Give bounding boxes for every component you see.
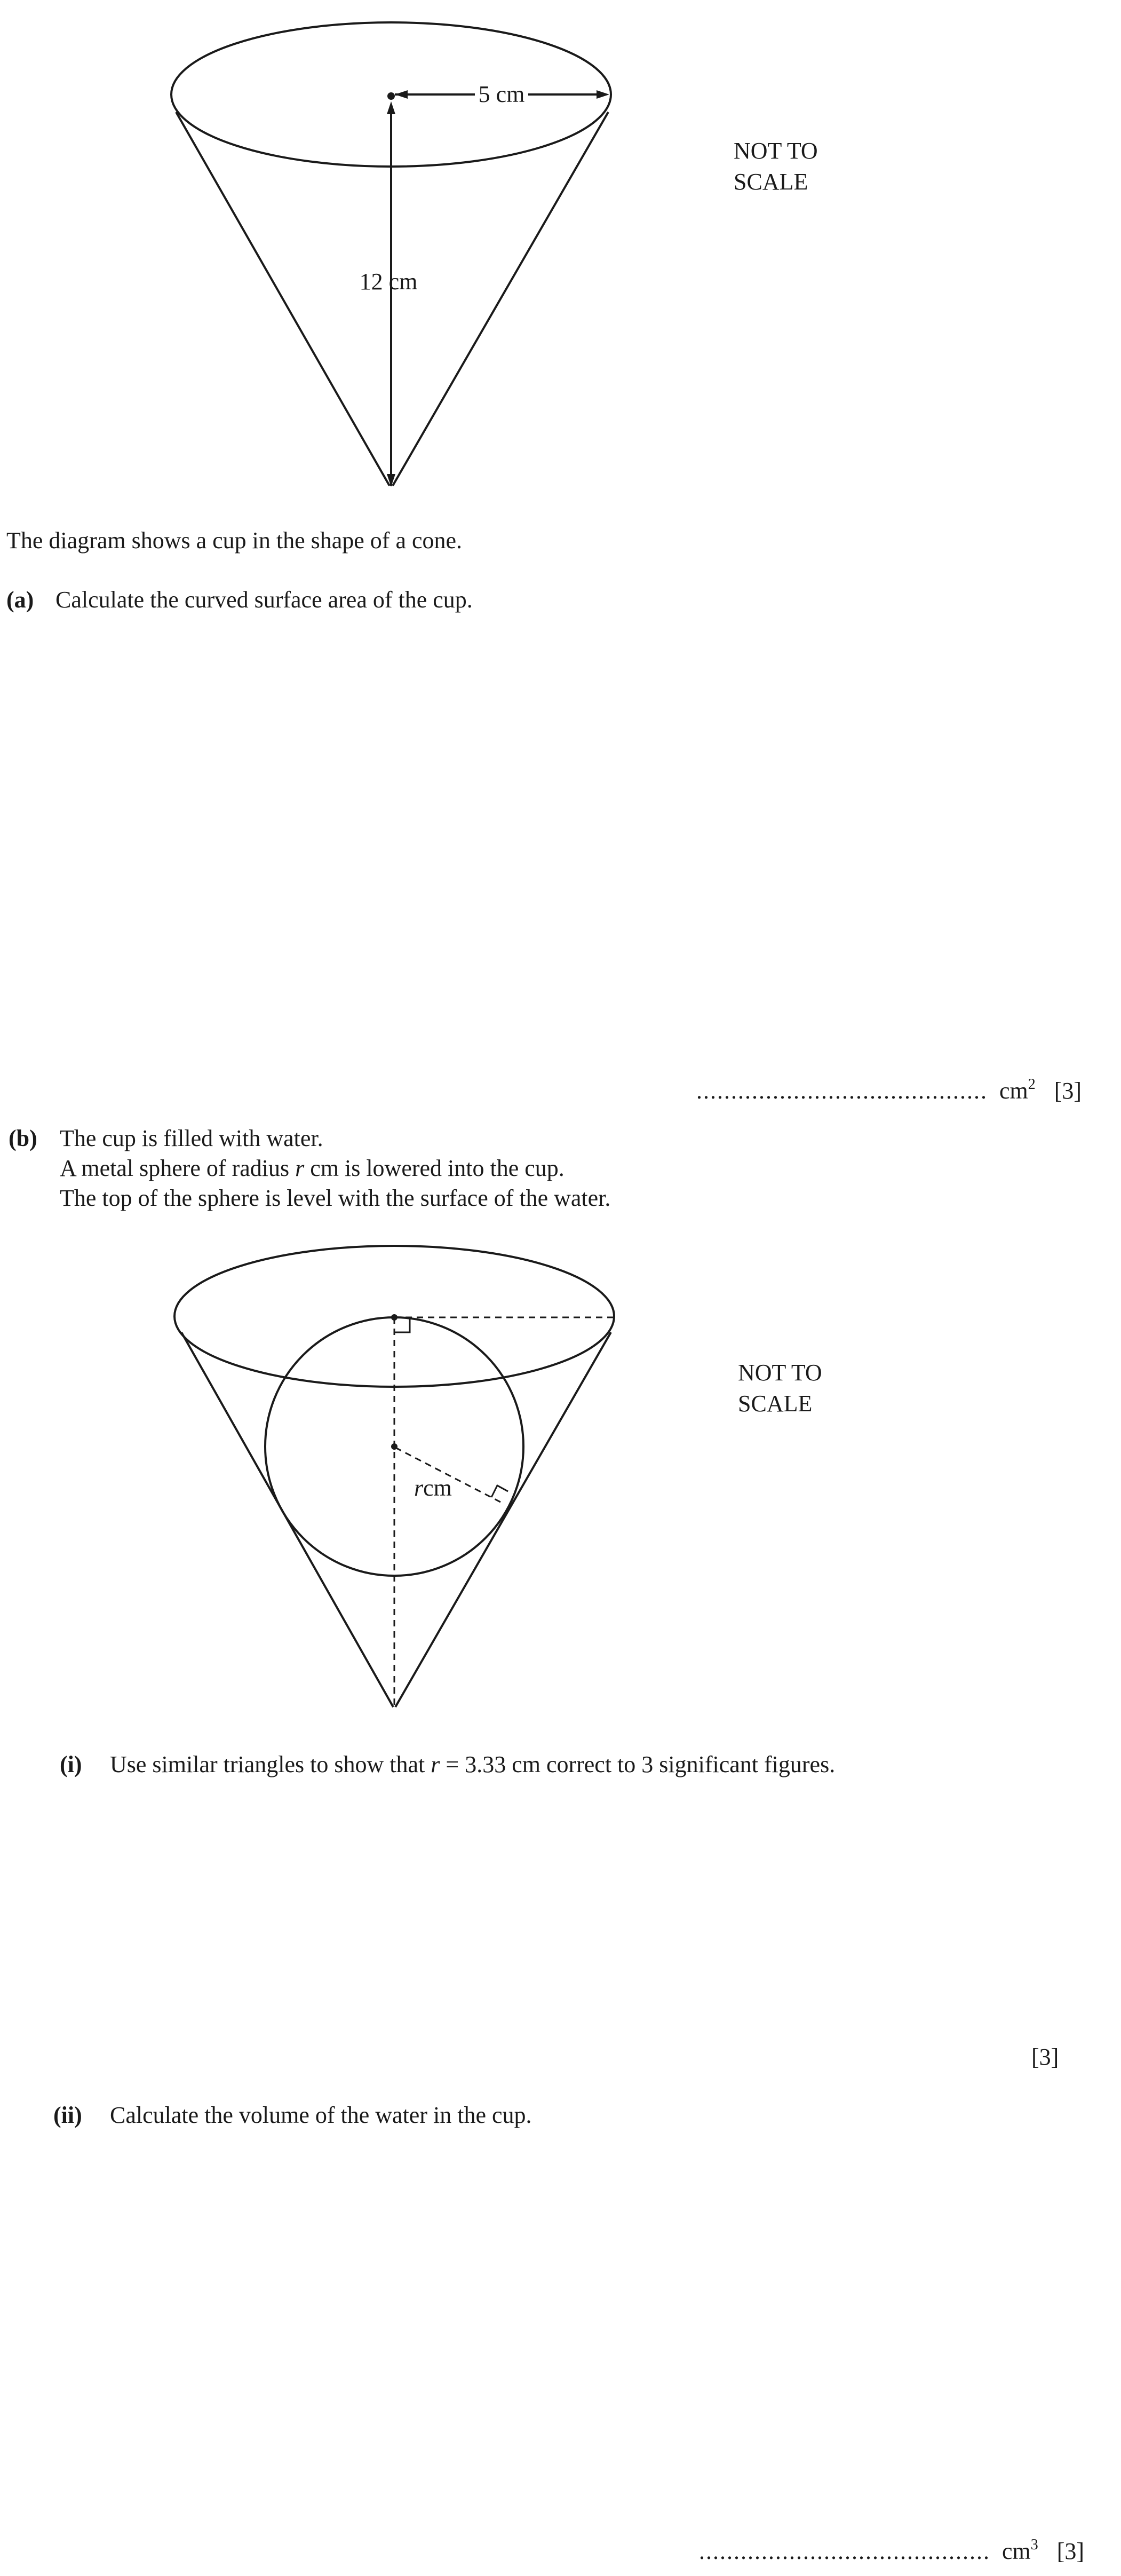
not-to-scale-note-line2: SCALE [738,1390,813,1417]
part-b-line1: The cup is filled with water. [60,1125,323,1151]
part-bii-label: (ii) [53,2102,82,2128]
sphere-centre-dot [391,1443,397,1450]
radius-arrowhead-right [597,90,609,99]
radius-label: 5 cm [478,81,525,107]
part-b-label: (b) [9,1125,37,1151]
part-bi-label: (i) [60,1751,82,1777]
part-a-answer-line [696,1076,1082,1106]
part-b-line2: A metal sphere of radius r cm is lowered into the cup. [60,1155,565,1181]
right-angle-marker-tangent [491,1485,508,1497]
answer-unit: $cm^3$ [1002,2537,1038,2564]
radius-arrowhead-left [395,90,408,99]
cone-left-edge [176,112,389,486]
answer-dots: .......................................... [696,1078,988,1104]
right-angle-marker-top [394,1317,410,1332]
answer-dots: .......................................... [699,2538,990,2564]
marks: [3] [1054,1078,1082,1104]
height-label: 12 cm [359,268,418,295]
part-bii-answer-line [699,2537,1084,2566]
sphere-top-dot [391,1314,397,1321]
sphere-in-cone-diagram [0,1228,1121,1724]
part-bi-marks: [3] [1031,2044,1059,2070]
not-to-scale-note-line1: NOT TO [738,1360,822,1386]
part-a-label: (a) [6,587,34,613]
intro-text: The diagram shows a cup in the shape of a cone. [6,527,463,554]
answer-unit: $cm^2$ [999,1076,1036,1104]
not-to-scale-note-line2: SCALE [734,169,808,195]
cone-diagram [0,0,1121,512]
cone-right-edge [393,112,608,486]
part-bi-question: Use similar triangles to show that r = 3.33 cm correct to 3 significant figures. [110,1751,836,1777]
height-arrowhead-top [387,101,395,114]
part-b-line3: The top of the sphere is level with the surface of the water. [60,1185,611,1211]
part-bii-question: Calculate the volume of the water in the cup. [110,2102,532,2128]
marks: [3] [1056,2538,1085,2564]
not-to-scale-note-line1: NOT TO [734,138,818,164]
cone-centre-dot [387,92,395,100]
cup-right-edge [395,1332,611,1707]
sphere-radius-label: rcm [414,1475,452,1501]
part-a-question: Calculate the curved surface area of the cup. [55,587,473,613]
